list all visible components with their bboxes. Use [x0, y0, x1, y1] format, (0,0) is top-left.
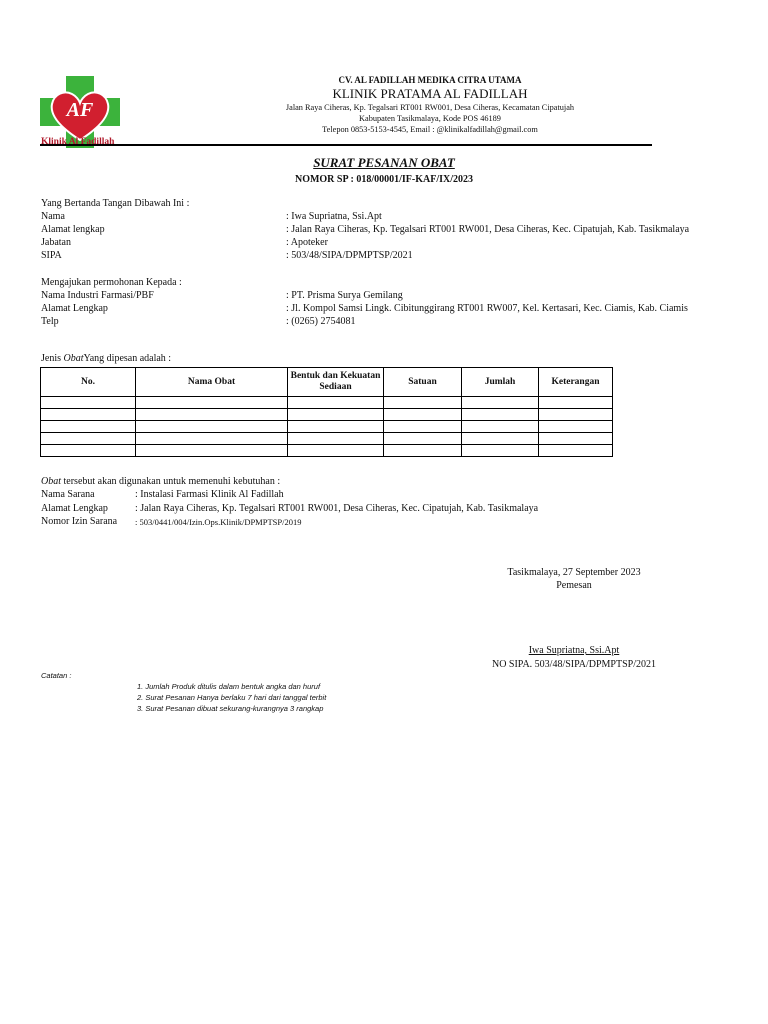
table-cell: [41, 397, 136, 409]
facility-name-value: : Instalasi Farmasi Klinik Al Fadillah: [135, 489, 284, 500]
facility-address-label: Alamat Lengkap: [41, 503, 108, 514]
note-item: 3. Surat Pesanan dibuat sekurang-kurangnya 3 rangkap: [137, 704, 324, 713]
facility-name-label: Nama Sarana: [41, 489, 95, 500]
signature-license: NO SIPA. 503/48/SIPA/DPMPTSP/2021: [491, 659, 657, 670]
table-cell: [41, 421, 136, 433]
signer-intro: Yang Bertanda Tangan Dibawah Ini :: [41, 198, 190, 209]
clinic-contact: Telepon 0853-5153-4545, Email : @klinikalfadillah@gmail.com: [322, 125, 538, 134]
column-header-dosage-form: Bentuk dan Kekuatan Sediaan: [288, 368, 384, 397]
supplier-name-label: Nama Industri Farmasi/PBF: [41, 290, 154, 301]
order-intro-suffix: Yang dipesan adalah :: [83, 353, 172, 364]
table-cell: [288, 397, 384, 409]
signer-name-value: : Iwa Supriatna, Ssi.Apt: [286, 211, 382, 222]
table-cell: [136, 433, 288, 445]
table-cell: [539, 421, 613, 433]
note-item: 1. Jumlah Produk ditulis dalam bentuk angka dan huruf: [137, 682, 321, 691]
order-table-header-row: [41, 368, 613, 397]
supplier-phone-value: : (0265) 2754081: [286, 316, 356, 327]
table-cell: [288, 433, 384, 445]
supplier-address-label: Alamat Lengkap: [41, 303, 108, 314]
signer-name-label: Nama: [41, 211, 65, 222]
supplier-intro: Mengajukan permohonan Kepada :: [41, 277, 182, 288]
signer-position-value: : Apoteker: [286, 237, 328, 248]
table-cell: [384, 433, 462, 445]
signer-sipa-value: : 503/48/SIPA/DPMPTSP/2021: [286, 250, 413, 261]
table-cell: [462, 409, 539, 421]
table-cell: [539, 397, 613, 409]
table-cell: [41, 433, 136, 445]
table-row: [41, 445, 613, 457]
facility-address-value: : Jalan Raya Ciheras, Kp. Tegalsari RT001 RW001, Desa Ciheras, Kec. Cipatujah, Kab. Tasikmalaya: [135, 503, 539, 514]
supplier-address-value: : Jl. Kompol Samsi Lingk. Cibitunggirang RT001 RW007, Kel. Kertasari, Kec. Ciamis, Kab. Ciamis: [286, 303, 688, 314]
order-intro-prefix: Jenis: [41, 353, 64, 364]
column-header-quantity: Jumlah: [462, 368, 539, 397]
table-cell: [462, 421, 539, 433]
letterhead-divider: [40, 144, 652, 146]
document-title: SURAT PESANAN OBAT: [313, 155, 455, 170]
table-cell: [136, 445, 288, 457]
table-cell: [384, 421, 462, 433]
table-cell: [288, 445, 384, 457]
note-item: 2. Surat Pesanan Hanya berlaku 7 hari dari tanggal terbit: [137, 693, 327, 702]
table-cell: [136, 421, 288, 433]
notes-heading: Catatan :: [41, 671, 72, 680]
clinic-name: KLINIK PRATAMA AL FADILLAH: [332, 86, 528, 101]
logo-letters: AF: [66, 99, 94, 121]
supplier-phone-label: Telp: [41, 316, 59, 327]
usage-intro: [41, 476, 280, 487]
supplier-name-value: : PT. Prisma Surya Gemilang: [286, 290, 403, 301]
logo-caption: Klinik Al Fadillah: [41, 137, 115, 147]
usage-intro-suffix: tersebut akan digunakan untuk memenuhi kebutuhan :: [61, 476, 281, 487]
clinic-address-line1: Jalan Raya Ciheras, Kp. Tegalsari RT001 RW001, Desa Ciheras, Kecamatan Cipatujah: [285, 103, 575, 112]
signer-address-label: Alamat lengkap: [41, 224, 105, 235]
clinic-address-line2: Kabupaten Tasikmalaya, Kode POS 46189: [359, 114, 501, 123]
table-cell: [384, 397, 462, 409]
signature-name: [430, 645, 718, 656]
signer-address-value: : Jalan Raya Ciheras, Kp. Tegalsari RT001 RW001, Desa Ciheras, Kec. Cipatujah, Kab. Tasikmalaya: [286, 224, 690, 235]
order-table: [40, 367, 613, 457]
table-cell: [539, 445, 613, 457]
table-cell: [288, 409, 384, 421]
table-cell: [384, 409, 462, 421]
table-cell: [136, 397, 288, 409]
table-cell: [462, 397, 539, 409]
table-cell: [539, 433, 613, 445]
order-intro-italic: Obat: [63, 353, 84, 364]
table-cell: [136, 409, 288, 421]
table-cell: [384, 445, 462, 457]
facility-permit-value: : 503/0441/004/Izin.Ops.Klinik/DPMPTSP/2019: [135, 517, 302, 527]
table-cell: [539, 409, 613, 421]
document-number: NOMOR SP : 018/00001/IF-KAF/IX/2023: [294, 174, 474, 185]
table-row: [41, 397, 613, 409]
table-cell: [41, 445, 136, 457]
column-header-remarks: Keterangan: [539, 368, 613, 397]
table-cell: [462, 433, 539, 445]
table-row: [41, 421, 613, 433]
facility-permit-label: Nomor Izin Sarana: [41, 516, 118, 527]
column-header-no: No.: [41, 368, 136, 397]
signer-sipa-label: SIPA: [41, 250, 62, 261]
signature-name-text: Iwa Supriatna, Ssi.Apt: [528, 645, 620, 656]
column-header-drug-name: Nama Obat: [136, 368, 288, 397]
company-name: CV. AL FADILLAH MEDIKA CITRA UTAMA: [338, 75, 522, 85]
table-row: [41, 409, 613, 421]
signature-role: Pemesan: [556, 580, 592, 591]
table-cell: [288, 421, 384, 433]
signature-place-date: Tasikmalaya, 27 September 2023: [507, 567, 641, 578]
usage-intro-italic: Obat: [41, 476, 61, 487]
table-cell: [41, 409, 136, 421]
column-header-unit: Satuan: [384, 368, 462, 397]
order-intro: [41, 353, 171, 364]
signer-position-label: Jabatan: [41, 237, 71, 248]
table-cell: [462, 445, 539, 457]
table-row: [41, 433, 613, 445]
